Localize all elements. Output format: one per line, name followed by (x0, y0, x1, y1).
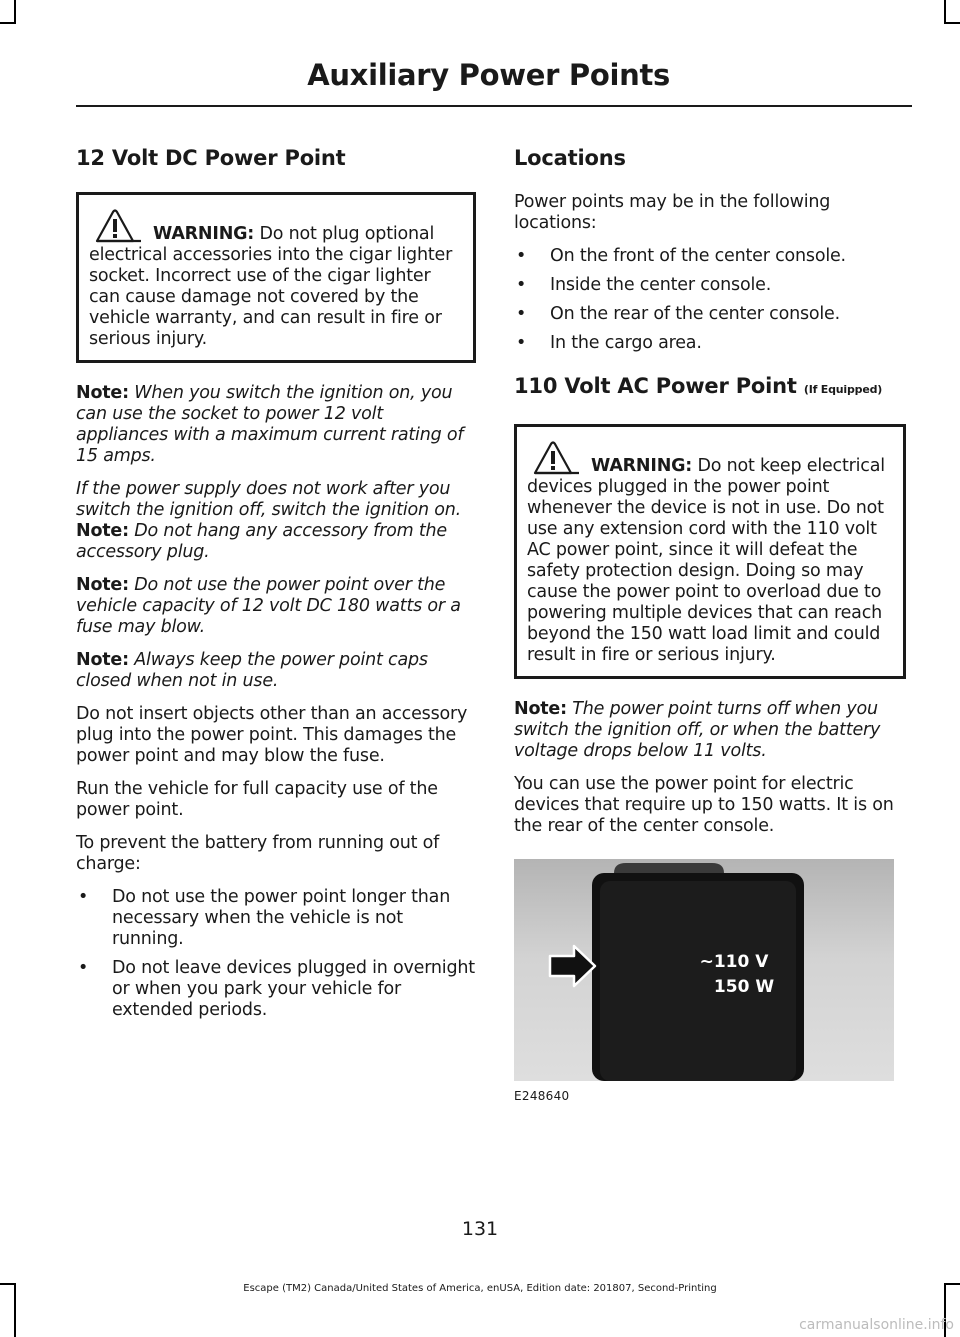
list-item: • In the cargo area. (514, 333, 906, 354)
warning-text: Do not keep electrical devices plugged in the power point whenever the device is not in use. Do not use any extension cord with the 110 volt AC power point, since it will defeat the safety protection design. Doing so may cause the power point to overload due to powering multiple devices that can reach beyond the 150 watt load limit and could result in fire or serious injury. (527, 456, 885, 665)
warning-box-110v (514, 424, 906, 679)
section-heading-110v (514, 374, 906, 398)
body-paragraph: You can use the power point for electric devices that require up to 150 watts. It is on the rear of the center console. (514, 774, 894, 836)
power-outlet-illustration (514, 859, 894, 1081)
note-paragraph (76, 650, 476, 692)
note-paragraph (76, 383, 476, 467)
note-paragraph (76, 575, 476, 638)
warning-triangle-icon (531, 441, 583, 475)
crop-mark (944, 0, 946, 24)
list-item: • On the front of the center console. (514, 246, 906, 267)
body-paragraph: Run the vehicle for full capacity use of the power point. (76, 779, 438, 820)
italic-paragraph: If the power supply does not work after you switch the ignition off, switch the ignition on. (76, 479, 462, 520)
heading-text: 110 Volt AC Power Point (514, 374, 797, 398)
body-paragraph: Do not insert objects other than an accessory plug into the power point. This damages the power point and may blow the fuse. (76, 704, 468, 766)
heading-qualifier: (If Equipped) (803, 383, 883, 396)
page-title: Auxiliary Power Points (307, 58, 670, 92)
note-text: Always keep the power point caps closed when not in use. (76, 650, 428, 691)
section-heading-12v: 12 Volt DC Power Point (76, 146, 346, 170)
note-text: Do not use the power point over the vehicle capacity of 12 volt DC 180 watts or a fuse may blow. (76, 575, 461, 637)
warning-box-12v (76, 192, 476, 363)
note-label: Note: (76, 575, 129, 595)
note-text: The power point turns off when you switch the ignition off, or when the battery voltage drops below 11 volts. (514, 699, 881, 761)
crop-mark (14, 0, 16, 24)
bullet-list (514, 246, 906, 354)
right-column (514, 146, 906, 1103)
list-item: • Do not leave devices plugged in overnight or when you park your vehicle for extended periods. (76, 958, 476, 1021)
image-code: E248640 (514, 1089, 570, 1103)
crop-mark (0, 22, 16, 24)
left-column (76, 146, 476, 1033)
body-paragraph: To prevent the battery from running out of charge: (76, 833, 440, 874)
note-text: When you switch the ignition on, you can use the socket to power 12 volt appliances with a maximum current rating of 15 amps. (76, 383, 464, 466)
section-heading-locations: Locations (514, 146, 626, 170)
footer-text: Escape (TM2) Canada/United States of America, enUSA, Edition date: 201807, Second-Printing (243, 1283, 717, 1294)
arrow-right-icon (548, 943, 598, 989)
list-item: • Inside the center console. (514, 275, 906, 296)
warning-label: WARNING: (153, 224, 255, 244)
note-label: Note: (514, 699, 567, 719)
body-paragraph: Power points may be in the following locations: (514, 192, 831, 233)
page-number: 131 (461, 1218, 499, 1240)
wattage-label: 150 W (713, 977, 775, 997)
note-label: Note: (76, 650, 129, 670)
warning-triangle-icon (93, 209, 145, 243)
warning-label: WARNING: (591, 456, 693, 476)
watermark: carmanualsonline.info (799, 1317, 954, 1333)
title-divider (76, 105, 912, 107)
bullet-list (76, 887, 476, 1021)
list-item: • On the rear of the center console. (514, 304, 906, 325)
list-item: • Do not use the power point longer than necessary when the vehicle is not running. (76, 887, 476, 950)
warning-text: Do not plug optional electrical accessories into the cigar lighter socket. Incorrect use of the cigar lighter can cause damage not covered by the vehicle warranty, and can result in fire or serious injury. (89, 224, 453, 349)
note-paragraph (76, 521, 476, 563)
note-label: Note: (76, 521, 129, 541)
note-paragraph (514, 699, 906, 762)
voltage-label: ~110 V (699, 952, 769, 972)
note-text: Do not hang any accessory from the accessory plug. (76, 521, 447, 562)
note-label: Note: (76, 383, 129, 403)
crop-mark (944, 22, 960, 24)
